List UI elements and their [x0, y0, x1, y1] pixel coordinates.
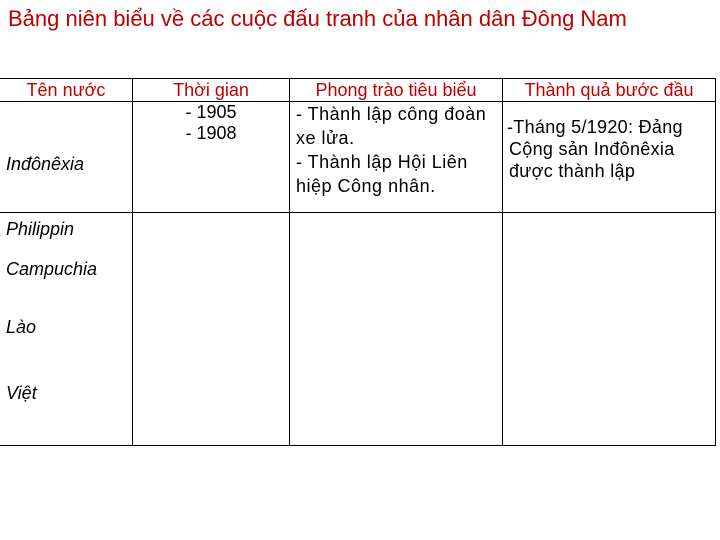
country-philippines: Philippin [6, 219, 75, 239]
table-header-row [0, 79, 716, 102]
header-country: Tên nước [26, 80, 106, 100]
header-time: Thời gian [173, 80, 249, 100]
header-movement: Phong trào tiêu biểu [315, 80, 477, 100]
result-line: Cộng sản Inđônêxia [509, 139, 675, 159]
movement-line: - Thành lập công đoàn [296, 104, 487, 124]
header-result: Thành quả bước đầu [524, 80, 694, 100]
table-row [0, 102, 716, 213]
result-line: được thành lập [509, 161, 636, 181]
indonesia-result [503, 102, 715, 182]
movement-line: hiệp Công nhân. [296, 176, 436, 196]
country-cambodia: Campuchia [6, 259, 98, 279]
country-laos: Lào [6, 317, 37, 337]
result-line: -Tháng 5/1920: Đảng [507, 117, 683, 137]
movement-line: xe lửa. [296, 128, 355, 148]
indonesia-movement [290, 102, 502, 198]
table-row [0, 213, 716, 446]
indonesia-years [133, 102, 289, 144]
year-item: - 1905 [185, 102, 237, 122]
country-indonesia: Inđônêxia [6, 154, 85, 174]
country-vietnam: Việt [6, 383, 37, 403]
page-title: Bảng niên biểu về các cuộc đấu tranh của nhân dân Đông Nam [8, 6, 627, 31]
chronology-table [0, 78, 716, 446]
movement-line: - Thành lập Hội Liên [296, 152, 468, 172]
year-item: - 1908 [185, 123, 237, 143]
